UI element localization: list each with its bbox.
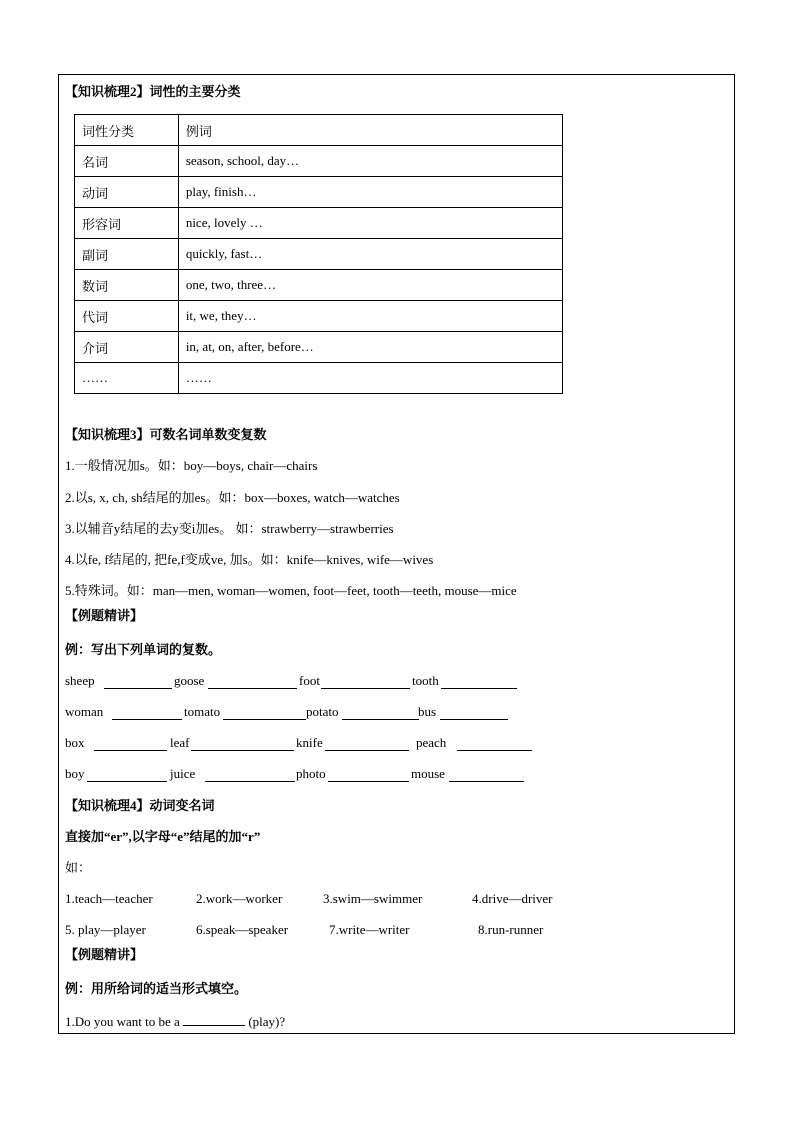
pos-category-cell: ……: [75, 363, 179, 394]
pos-example-cell: one, two, three…: [178, 270, 562, 301]
answer-blank[interactable]: [223, 707, 306, 720]
answer-blank[interactable]: [208, 676, 297, 689]
exercise-word: mouse: [411, 766, 445, 781]
verb-noun-example: 5. play—player: [65, 922, 146, 937]
pos-category-cell: 动词: [75, 177, 179, 208]
pos-category-cell: 数词: [75, 270, 179, 301]
pos-example-cell: ……: [178, 363, 562, 394]
question-1-prefix: 1.Do you want to be a: [65, 1014, 180, 1029]
question-1-suffix: (play)?: [248, 1014, 286, 1029]
exercise-word: boy: [65, 766, 85, 781]
section4-heading: 【知识梳理4】动词变名词: [65, 798, 215, 813]
table-row: [75, 239, 563, 270]
exercise-word: box: [65, 735, 85, 750]
answer-blank[interactable]: [191, 738, 294, 751]
verb-noun-example: 6.speak—speaker: [196, 922, 289, 937]
section4-rule: 直接加“er”,以字母“e”结尾的加“r”: [65, 829, 261, 844]
example-heading-2: 【例题精讲】: [65, 947, 144, 962]
answer-blank[interactable]: [104, 676, 172, 689]
section3-heading: 【知识梳理3】可数名词单数变复数: [65, 427, 267, 442]
part-of-speech-table: [74, 114, 563, 394]
answer-blank[interactable]: [87, 769, 167, 782]
plural-rule-3: 3.以辅音y结尾的去y变i加es。 如：strawberry—strawberries: [65, 521, 394, 536]
pos-example-cell: it, we, they…: [178, 301, 562, 332]
exercise-word: leaf: [170, 735, 190, 750]
exercise-word: peach: [416, 735, 447, 750]
verb-noun-example: 4.drive—driver: [472, 891, 553, 906]
example-instruction-2: 例：用所给词的适当形式填空。: [65, 981, 248, 996]
exercise-word: tooth: [412, 673, 439, 688]
pos-example-cell: in, at, on, after, before…: [178, 332, 562, 363]
answer-blank[interactable]: [440, 707, 508, 720]
pos-example-cell: quickly, fast…: [178, 239, 562, 270]
exercise-word: photo: [296, 766, 326, 781]
exercise-word: sheep: [65, 673, 95, 688]
table-row: [75, 146, 563, 177]
pos-category-cell: 形容词: [75, 208, 179, 239]
answer-blank[interactable]: [457, 738, 532, 751]
exercise-word: potato: [306, 704, 339, 719]
pos-category-cell: 介词: [75, 332, 179, 363]
exercise-word: goose: [174, 673, 205, 688]
pos-category-cell: 词性分类: [75, 115, 179, 146]
answer-blank[interactable]: [342, 707, 419, 720]
verb-noun-example: 8.run-runner: [478, 922, 544, 937]
answer-blank[interactable]: [328, 769, 409, 782]
exercise-word: foot: [299, 673, 320, 688]
answer-blank[interactable]: [112, 707, 182, 720]
answer-blank[interactable]: [441, 676, 517, 689]
section2-heading: 【知识梳理2】词性的主要分类: [65, 84, 241, 99]
pos-example-cell: nice, lovely …: [178, 208, 562, 239]
plural-rule-2: 2.以s, x, ch, sh结尾的加es。如：box—boxes, watch—watches: [65, 490, 400, 505]
pos-example-cell: 例词: [178, 115, 562, 146]
verb-noun-example: 7.write—writer: [329, 922, 410, 937]
table-row: [75, 208, 563, 239]
pos-example-cell: play, finish…: [178, 177, 562, 208]
table-row: [75, 177, 563, 208]
verb-noun-example: 3.swim—swimmer: [323, 891, 423, 906]
verb-noun-example: 1.teach—teacher: [65, 891, 153, 906]
pos-category-cell: 代词: [75, 301, 179, 332]
pos-example-cell: season, school, day…: [178, 146, 562, 177]
pos-category-cell: 名词: [75, 146, 179, 177]
plural-rule-1: 1.一般情况加s。如：boy—boys, chair—chairs: [65, 458, 318, 473]
table-row: [75, 270, 563, 301]
question-1: [65, 1013, 285, 1030]
table-row: [75, 301, 563, 332]
answer-blank[interactable]: [449, 769, 524, 782]
answer-blank[interactable]: [94, 738, 167, 751]
plural-rule-4: 4.以fe, f结尾的, 把fe,f变成ve, 加s。如：knife—knives, wife—wives: [65, 552, 434, 567]
example-heading-1: 【例题精讲】: [65, 608, 144, 623]
answer-blank[interactable]: [325, 738, 409, 751]
example-instruction-1: 例：写出下列单词的复数。: [65, 642, 222, 657]
answer-blank[interactable]: [183, 1013, 245, 1026]
exercise-word: bus: [418, 704, 437, 719]
exercise-word: woman: [65, 704, 104, 719]
table-header-row: [75, 115, 563, 146]
exercise-word: knife: [296, 735, 323, 750]
exercise-word: tomato: [184, 704, 221, 719]
table-row: [75, 363, 563, 394]
exercise-word: juice: [170, 766, 196, 781]
plural-rule-5: 5.特殊词。如：man—men, woman—women, foot—feet, tooth—teeth, mouse—mice: [65, 583, 517, 598]
pos-category-cell: 副词: [75, 239, 179, 270]
verb-noun-example: 2.work—worker: [196, 891, 283, 906]
table-row: [75, 332, 563, 363]
example-label: 如：: [65, 860, 92, 875]
answer-blank[interactable]: [321, 676, 410, 689]
answer-blank[interactable]: [205, 769, 295, 782]
